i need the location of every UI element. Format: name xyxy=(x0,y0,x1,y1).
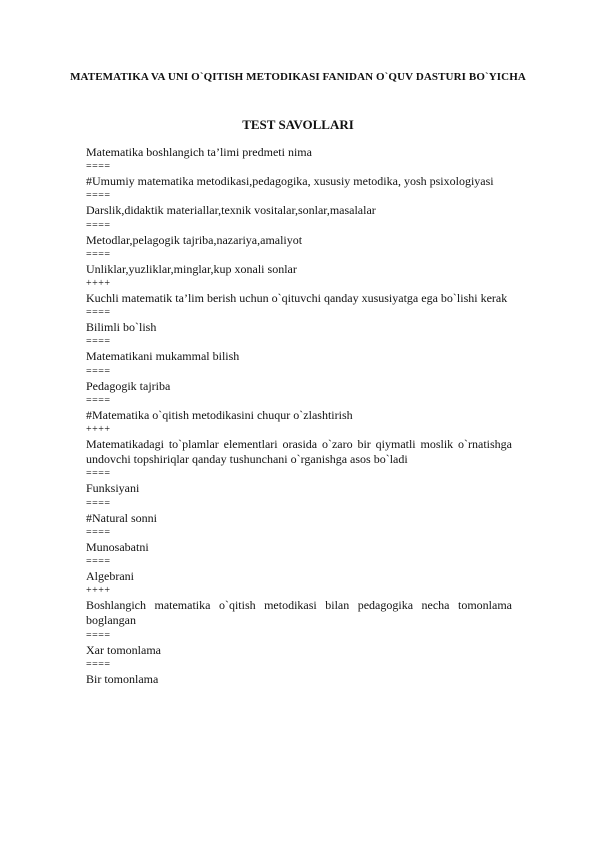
question-or-answer-line: Algebrani xyxy=(86,569,134,584)
question-or-answer-line: Xar tomonlama xyxy=(86,642,161,657)
answer-separator: ==== xyxy=(86,190,111,202)
question-or-answer-line: Metodlar,pelagogik tajriba,nazariya,amaliyot xyxy=(86,232,303,247)
document-subtitle: TEST SAVOLLARI xyxy=(242,117,354,132)
question-or-answer-line: Boshlangich matematika o`qitish metodikasi bilan pedagogika necha tomonlama boglangan xyxy=(86,598,512,628)
answer-separator: ==== xyxy=(86,394,111,406)
question-or-answer-line: Unliklar,yuzliklar,minglar,kup xonali sonlar xyxy=(86,261,297,276)
answer-separator: ==== xyxy=(86,365,111,377)
question-or-answer-line: Munosabatni xyxy=(86,539,149,554)
question-or-answer-line: Kuchli matematik ta’lim berish uchun o`qituvchi qanday xususiyatga ega bo`lishi kerak xyxy=(86,291,508,306)
answer-separator: ==== xyxy=(86,468,111,480)
question-or-answer-line: #Umumiy matematika metodikasi,pedagogika, xususiy metodika, yosh psixologiyasi xyxy=(86,174,494,189)
question-or-answer-line: Matematikani mukammal bilish xyxy=(86,349,240,364)
question-or-answer-line: Pedagogik tajriba xyxy=(86,378,171,393)
question-or-answer-line: #Natural sonni xyxy=(86,510,157,525)
answer-separator: ==== xyxy=(86,526,111,538)
answer-separator: ==== xyxy=(86,219,111,231)
answer-separator: ==== xyxy=(86,556,111,568)
question-or-answer-line: Darslik,didaktik materiallar,texnik vositalar,sonlar,masalalar xyxy=(86,203,376,218)
answer-separator: ++++ xyxy=(86,585,111,597)
document-title: MATEMATIKA VA UNI O`QITISH METODIKASI FANIDAN O`QUV DASTURI BO`YICHA xyxy=(70,71,526,83)
answer-separator: ++++ xyxy=(86,424,111,436)
question-or-answer-line: Funksiyani xyxy=(86,481,140,496)
answer-separator: ++++ xyxy=(86,278,111,290)
question-or-answer-line: #Matematika o`qitish metodikasini chuqur o`zlashtirish xyxy=(86,407,353,422)
answer-separator: ==== xyxy=(86,248,111,260)
answer-separator: ==== xyxy=(86,629,111,641)
question-or-answer-line: Bilimli bo`lish xyxy=(86,320,157,335)
test-questions-body xyxy=(86,145,512,687)
answer-separator: ==== xyxy=(86,307,111,319)
question-or-answer-line: Matematika boshlangich ta’limi predmeti nima xyxy=(86,145,312,159)
question-or-answer-line: Bir tomonlama xyxy=(86,671,159,686)
answer-separator: ==== xyxy=(86,497,111,509)
answer-separator: ==== xyxy=(86,658,111,670)
question-or-answer-line: Matematikadagi to`plamlar elementlari orasida o`zaro bir qiymatli moslik o`rnatishga undovchi topshiriqlar qanday tushunchani o`rganishga asos bo`ladi xyxy=(86,437,512,467)
answer-separator: ==== xyxy=(86,336,111,348)
answer-separator: ==== xyxy=(86,161,111,173)
